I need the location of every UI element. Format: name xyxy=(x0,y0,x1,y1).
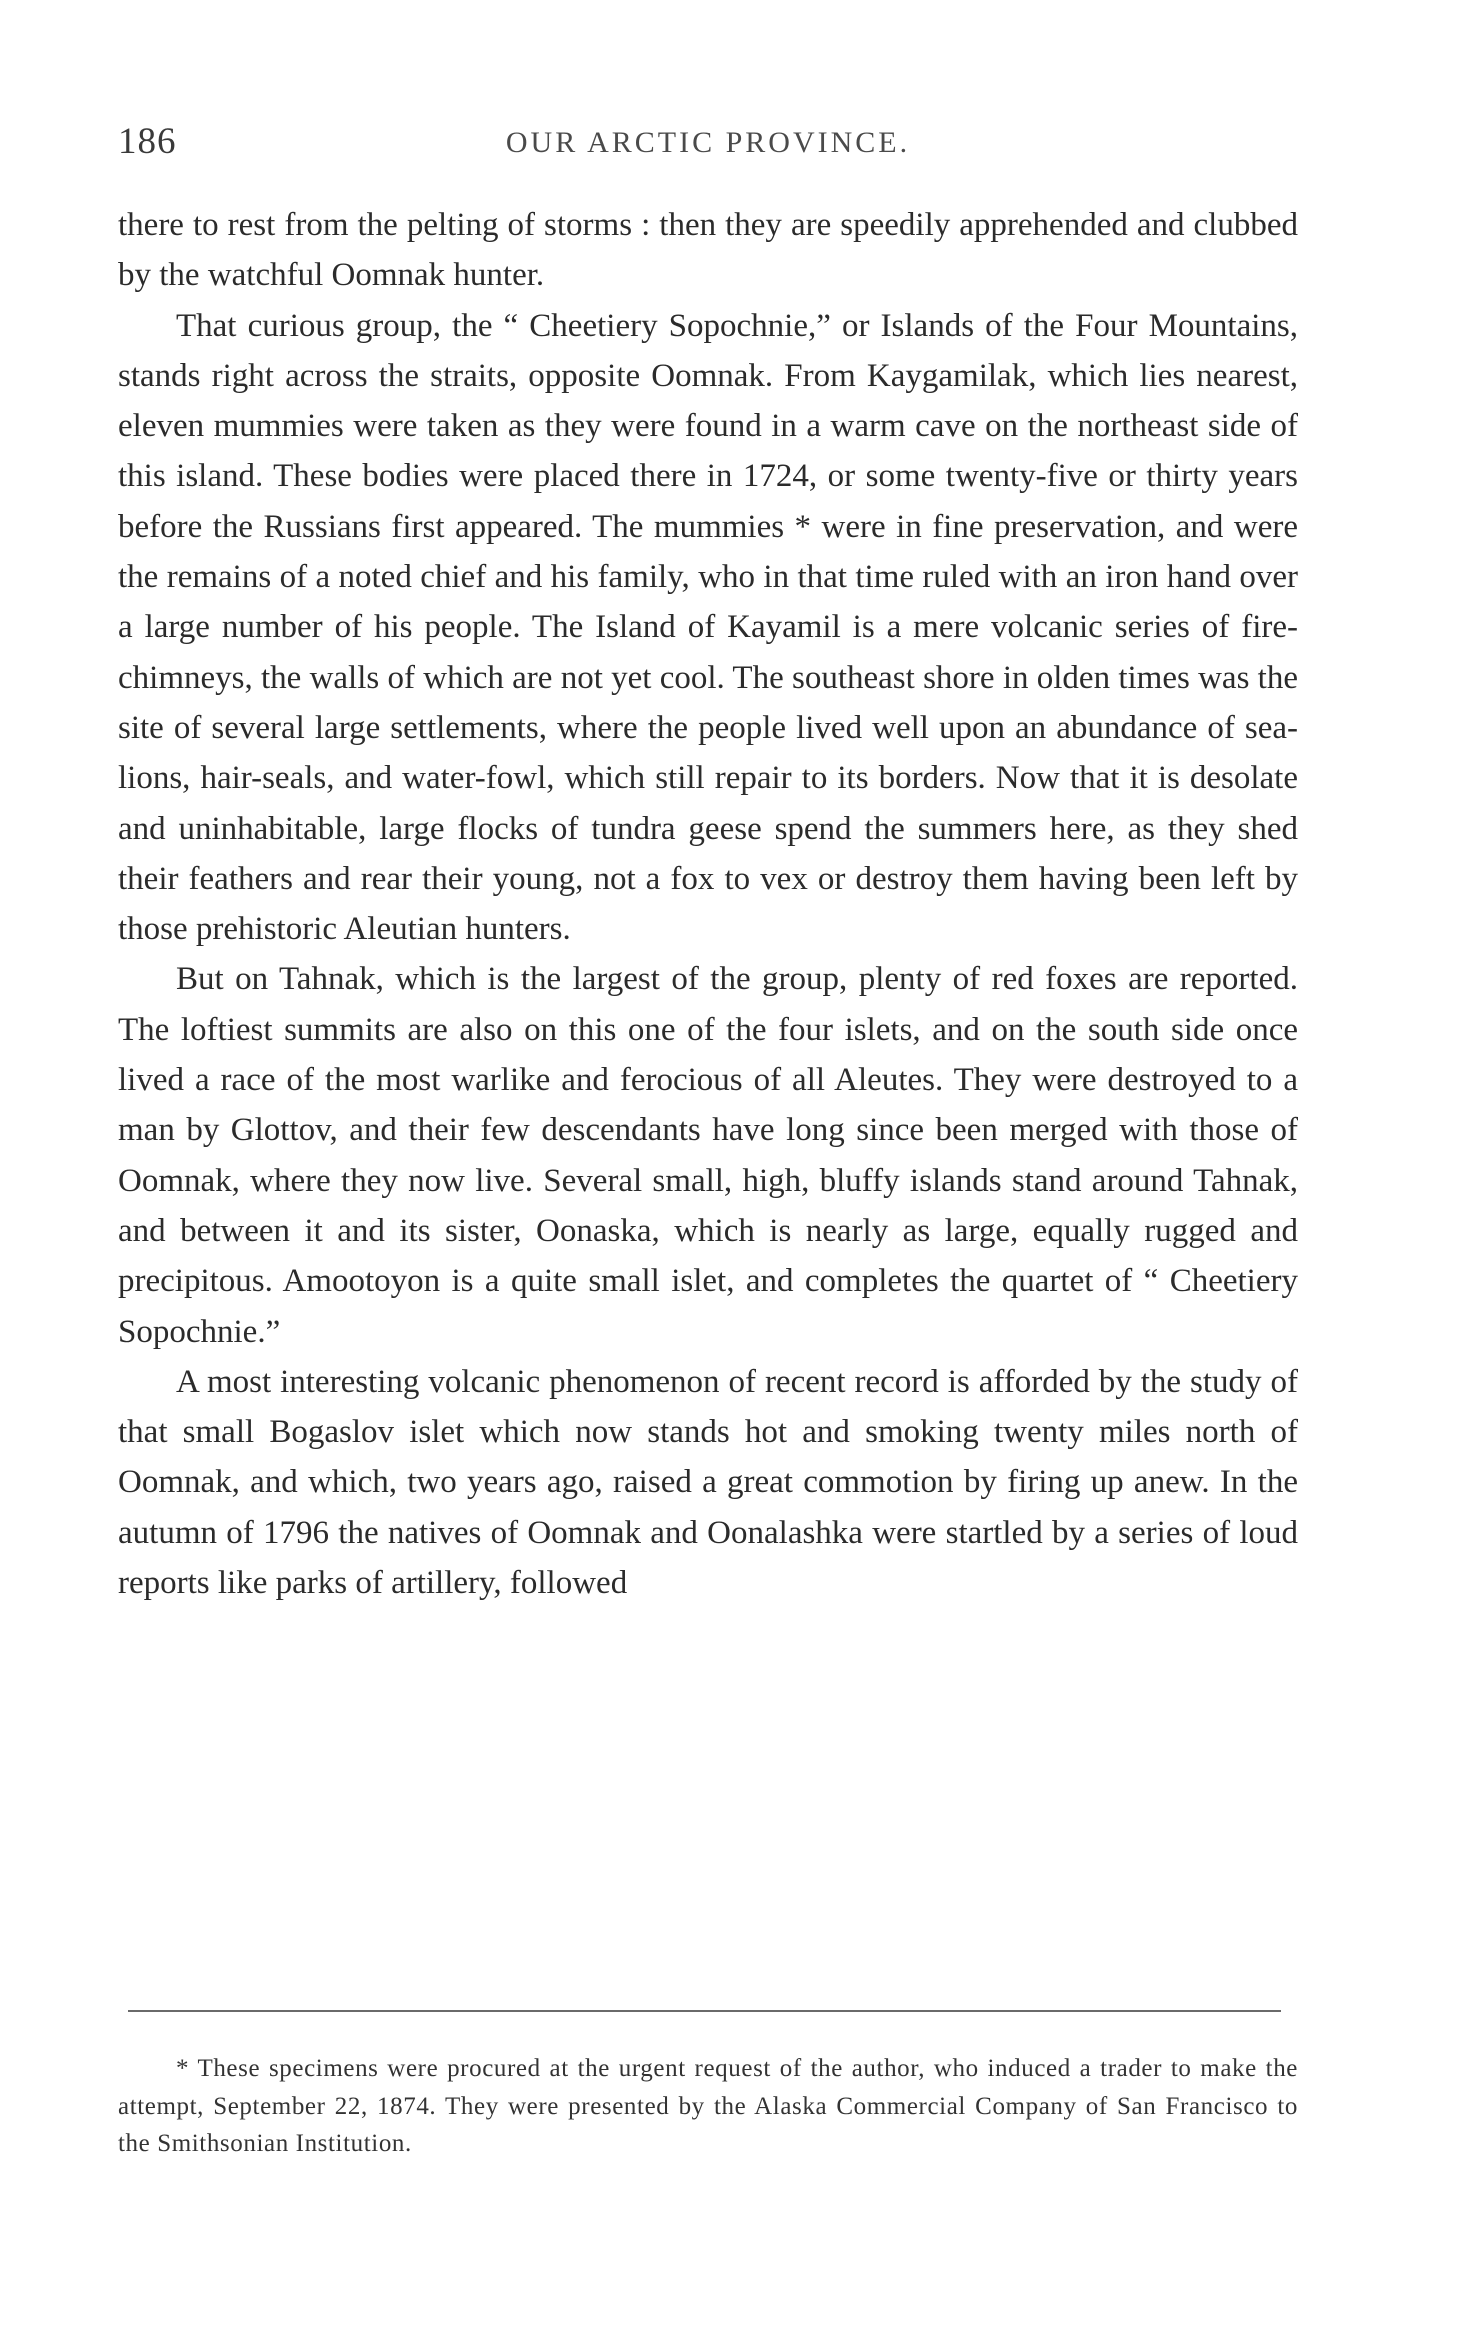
running-head xyxy=(118,120,1298,180)
paragraph-bogaslov: A most interesting volcanic phenomenon of recent record is afforded by the study of that small Bogaslov islet which now stands hot and smoking twenty miles north of Oomnak, and which, two years ago, raised a great commotion by firing up anew. In the autumn of 1796 the natives of Oomnak and Oonalashka were startled by a series of loud reports like parks of artillery, followed xyxy=(118,1363,1298,1602)
paragraph-continued: there to rest from the pelting of storms : then they are speedily apprehended and clubbed by the watchful Oomnak hunter. xyxy=(118,207,1298,294)
footnote xyxy=(118,2050,1298,2163)
running-title: OUR ARCTIC PROVINCE. xyxy=(505,126,911,159)
footnote-divider xyxy=(128,2010,1281,2012)
paragraph-cheetiery-sopochnie: That curious group, the “ Cheetiery Sopochnie,” or Islands of the Four Mountains, stands right across the straits, opposite Oomnak. From Kaygamilak, which lies nearest, eleven mummies were taken as they were found in a warm cave on the northeast side of this island. These bodies were placed there in 1724, or some twenty-five or thirty years before the Russians first appeared. The mummies * were in fine preservation, and were the remains of a noted chief and his family, who in that time ruled with an iron hand over a large number of his people. The Island of Kayamil is a mere volcanic series of fire-chimneys, the walls of which are not yet cool. The southeast shore in olden times was the site of several large settlements, where the people lived well upon an abundance of sea-lions, hair-seals, and water-fowl, which still repair to its borders. Now that it is desolate and uninhabitable, large flocks of tundra geese spend the summers here, as they shed their feathers and rear their young, not a fox to vex or destroy them having been left by those prehistoric Aleutian hunters. xyxy=(118,307,1298,948)
paragraph-tahnak: But on Tahnak, which is the largest of the group, plenty of red foxes are reported. The loftiest summits are also on this one of the four islets, and on the south side once lived a race of the most warlike and ferocious of all Aleutes. They were destroyed to a man by Glottov, and their few descendants have long since been merged with those of Oomnak, where they now live. Several small, high, bluffy islands stand around Tahnak, and between it and its sister, Oonaska, which is nearly as large, equally rugged and precipitous. Amootoyon is a quite small islet, and completes the quartet of “ Cheetiery Sopochnie.” xyxy=(118,961,1298,1350)
footnote-text: * These specimens were procured at the urgent request of the author, who induced a trader to make the attempt, September 22, 1874. They were presented by the Alaska Commercial Company of San Francisco to the Smithsonian Institution. xyxy=(118,2055,1298,2157)
body-text xyxy=(118,200,1298,1608)
page-number: 186 xyxy=(118,121,177,162)
